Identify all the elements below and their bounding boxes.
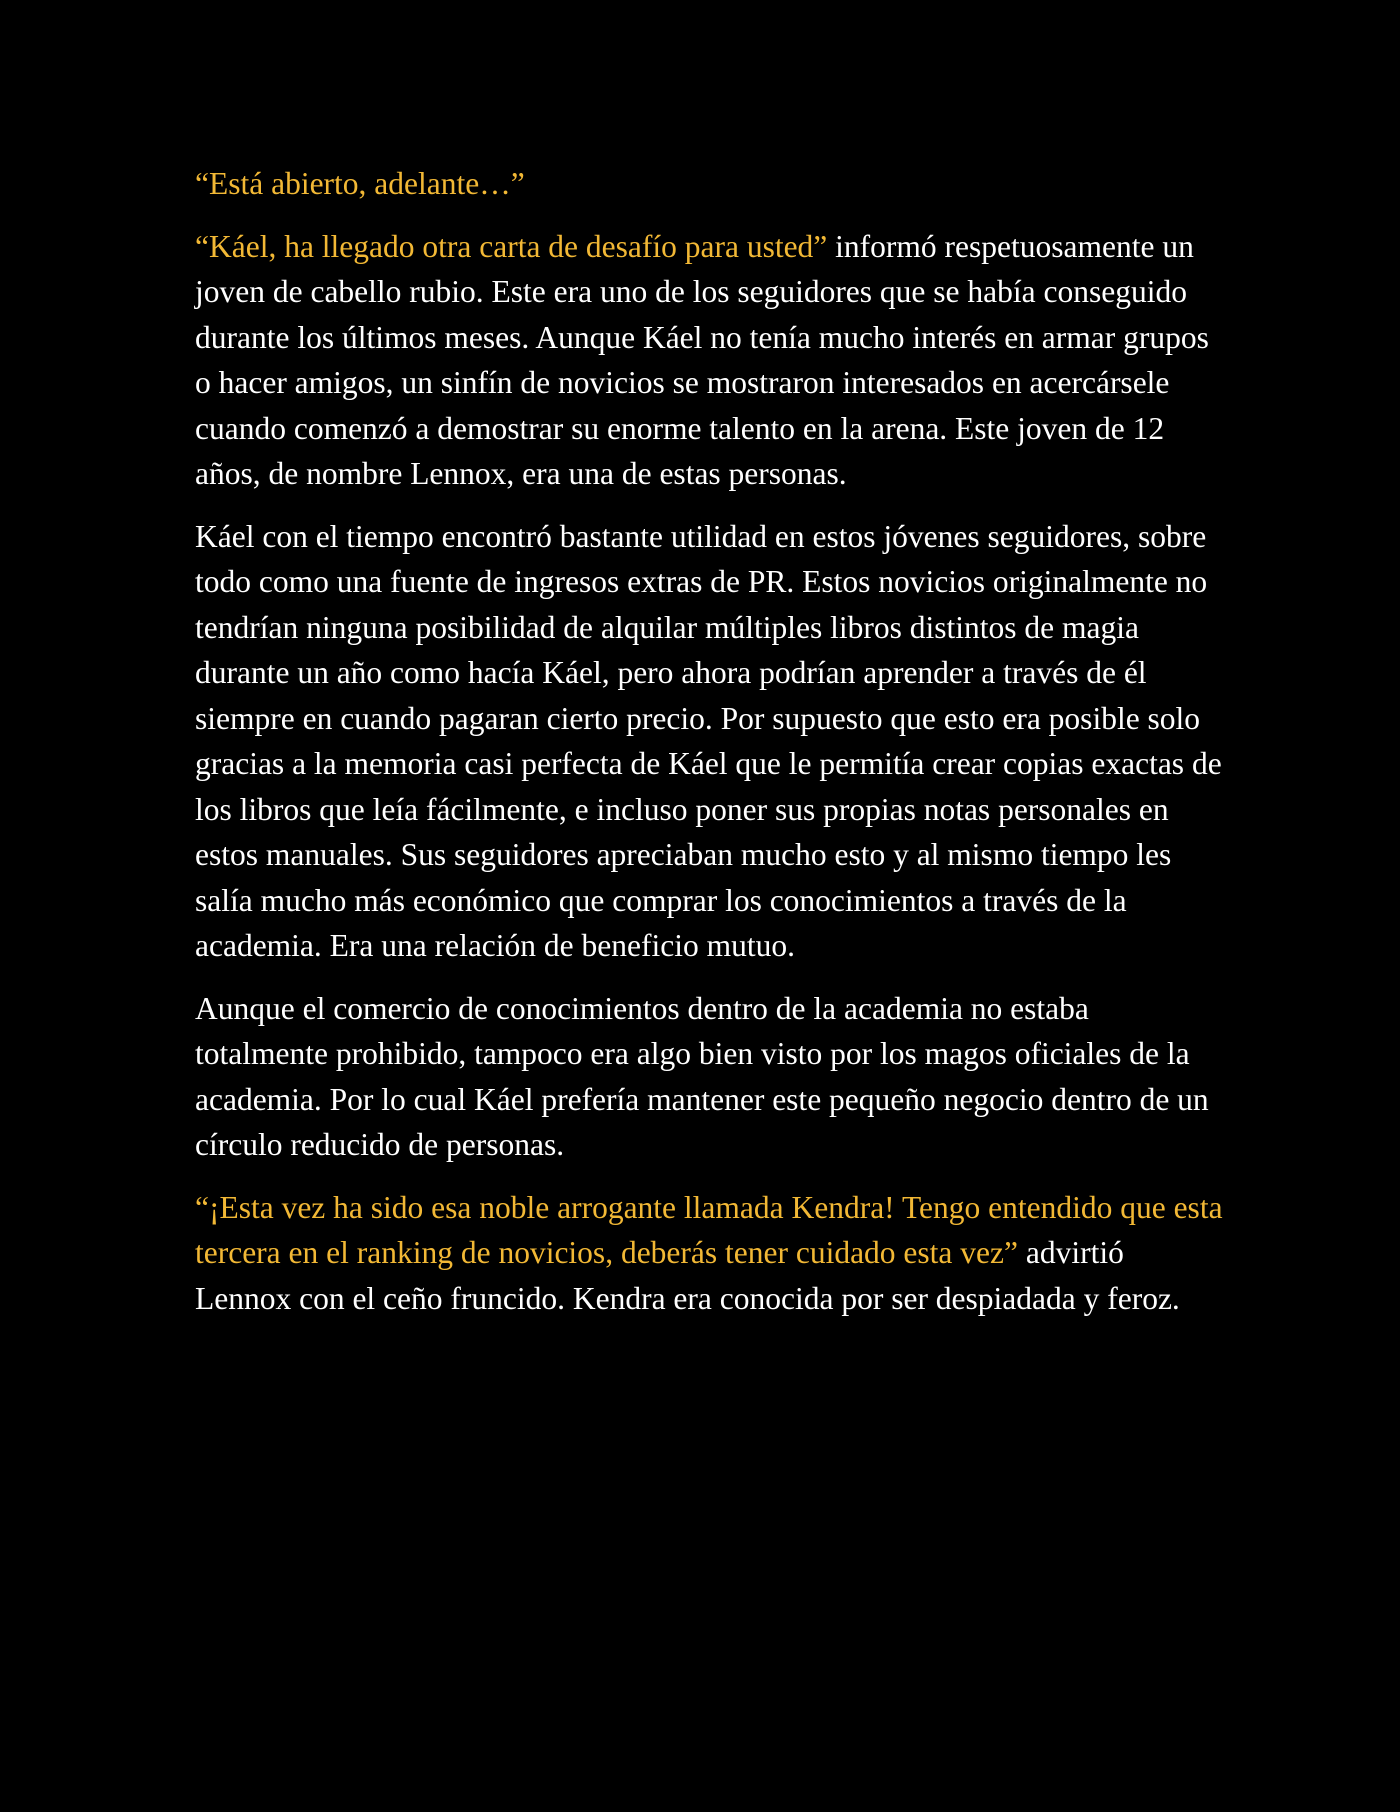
paragraph-2	[195, 224, 1225, 497]
paragraph-3	[195, 514, 1225, 969]
paragraph-1	[195, 161, 1225, 207]
dialogue-text: “Está abierto, adelante…”	[195, 166, 525, 201]
narration-text: advirtió Lennox con el ceño fruncido. Kendra era conocida por ser despiadada y feroz.	[195, 1235, 1180, 1316]
paragraph-5	[195, 1185, 1225, 1322]
dialogue-text: “¡Esta vez ha sido esa noble arrogante llamada Kendra! Tengo entendido que esta tercera en el ranking de novicios, deberás tener cuidado esta vez”	[195, 1189, 1223, 1270]
text-column	[195, 161, 1225, 1338]
narration-text: Káel con el tiempo encontró bastante utilidad en estos jóvenes seguidores, sobre todo como una fuente de ingresos extras de PR. Estos novicios originalmente no tendrían ninguna posibilidad de alquilar múltiples libros distintos de magia durante un año como hacía Káel, pero ahora podrían aprender a través de él siempre en cuando pagaran cierto precio. Por supuesto que esto era posible solo gracias a la memoria casi perfecta de Káel que le permitía crear copias exactas de los libros que leía fácilmente, e incluso poner sus propias notas personales en estos manuales. Sus seguidores apreciaban mucho esto y al mismo tiempo les salía mucho más económico que comprar los conocimientos a través de la academia. Era una relación de beneficio mutuo.	[195, 518, 1222, 963]
narration-text: informó respetuosamente un joven de cabello rubio. Este era uno de los seguidores que se había conseguido durante los últimos meses. Aunque Káel no tenía mucho interés en armar grupos o hacer amigos, un sinfín de novicios se mostraron interesados en acercársele cuando comenzó a demostrar su enorme talento en la arena. Este joven de 12 años, de nombre Lennox, era una de estas personas.	[195, 228, 1209, 491]
paragraph-4	[195, 986, 1225, 1168]
narration-text: Aunque el comercio de conocimientos dentro de la academia no estaba totalmente prohibido, tampoco era algo bien visto por los magos oficiales de la academia. Por lo cual Káel prefería mantener este pequeño negocio dentro de un círculo reducido de personas.	[195, 990, 1209, 1162]
dialogue-text: “Káel, ha llegado otra carta de desafío para usted”	[195, 228, 828, 264]
